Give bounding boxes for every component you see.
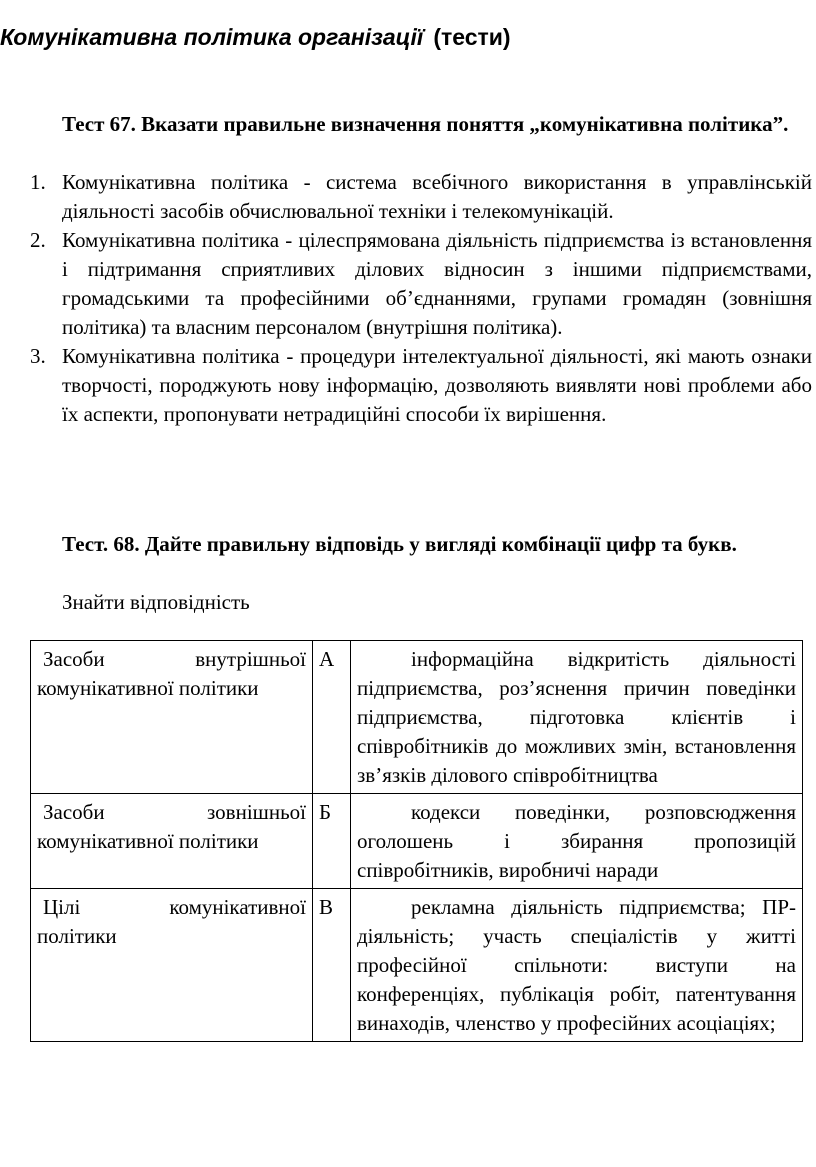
- title-text: Комунікативна політика організації: [0, 24, 424, 50]
- table-cell-left: Засоби зовнішньої комунікативної політики: [31, 794, 313, 889]
- test-68-instruction: Знайти відповідність: [62, 590, 250, 614]
- answer-number: 3.: [30, 344, 46, 368]
- test-68-heading: Тест. 68. Дайте правильну відповідь у вигляді комбінації цифр та букв.: [62, 532, 737, 556]
- table-row: [31, 641, 803, 794]
- table-row: [31, 794, 803, 889]
- matching-table: [30, 640, 803, 1042]
- table-cell-left: Засоби внутрішньої комунікативної політики: [31, 641, 313, 794]
- table-cell-right: кодекси поведінки, розповсюдження оголошень і збирання пропозицій співробітників, виробничі наради: [351, 794, 803, 889]
- answer-text: Комунікативна політика - цілеспрямована діяльність підприємства із встановлення і підтримання сприятливих ділових відносин з іншими підприємствами, громадськими та професійними об’єднаннями, групами громадян (зовнішня політика) та власним персоналом (внутрішня політика).: [62, 228, 812, 339]
- answer-option: [0, 226, 812, 342]
- answer-option: [0, 168, 812, 226]
- table-cell-right: рекламна діяльність підприємства; ПР-діяльність; участь спеціалістів у житті професійної спільноти: виступи на конференціях, публікація робіт, патентування винаходів, членство у професійних асоціаціях;: [351, 889, 803, 1042]
- answer-option: [0, 342, 812, 429]
- answer-text: Комунікативна політика - процедури інтелектуальної діяльності, які мають ознаки творчості, породжують нову інформацію, дозволяють виявляти нові проблеми або їх аспекти, пропонувати нетрадиційні способи їх вирішення.: [62, 344, 812, 426]
- table-row: [31, 889, 803, 1042]
- answer-text: Комунікативна політика - система всебічного використання в управлінській діяльності засобів обчислювальної техніки і телекомунікацій.: [62, 170, 812, 223]
- title-suffix: (тести): [433, 24, 511, 50]
- table-cell-letter: Б: [313, 794, 351, 889]
- test-67-answer-list: [0, 168, 812, 429]
- document-title: [0, 24, 511, 51]
- table-cell-letter: В: [313, 889, 351, 1042]
- test-67-heading: Тест 67. Вказати правильне визначення поняття „комунікативна політика”.: [62, 112, 789, 136]
- table-cell-letter: А: [313, 641, 351, 794]
- answer-number: 2.: [30, 228, 46, 252]
- table-cell-left: Цілі комунікативної політики: [31, 889, 313, 1042]
- table-cell-right: інформаційна відкритість діяльності підприємства, роз’яснення причин поведінки підприємства, підготовка клієнтів і співробітників до можливих змін, встановлення зв’язків ділового співробітництва: [351, 641, 803, 794]
- answer-number: 1.: [30, 170, 46, 194]
